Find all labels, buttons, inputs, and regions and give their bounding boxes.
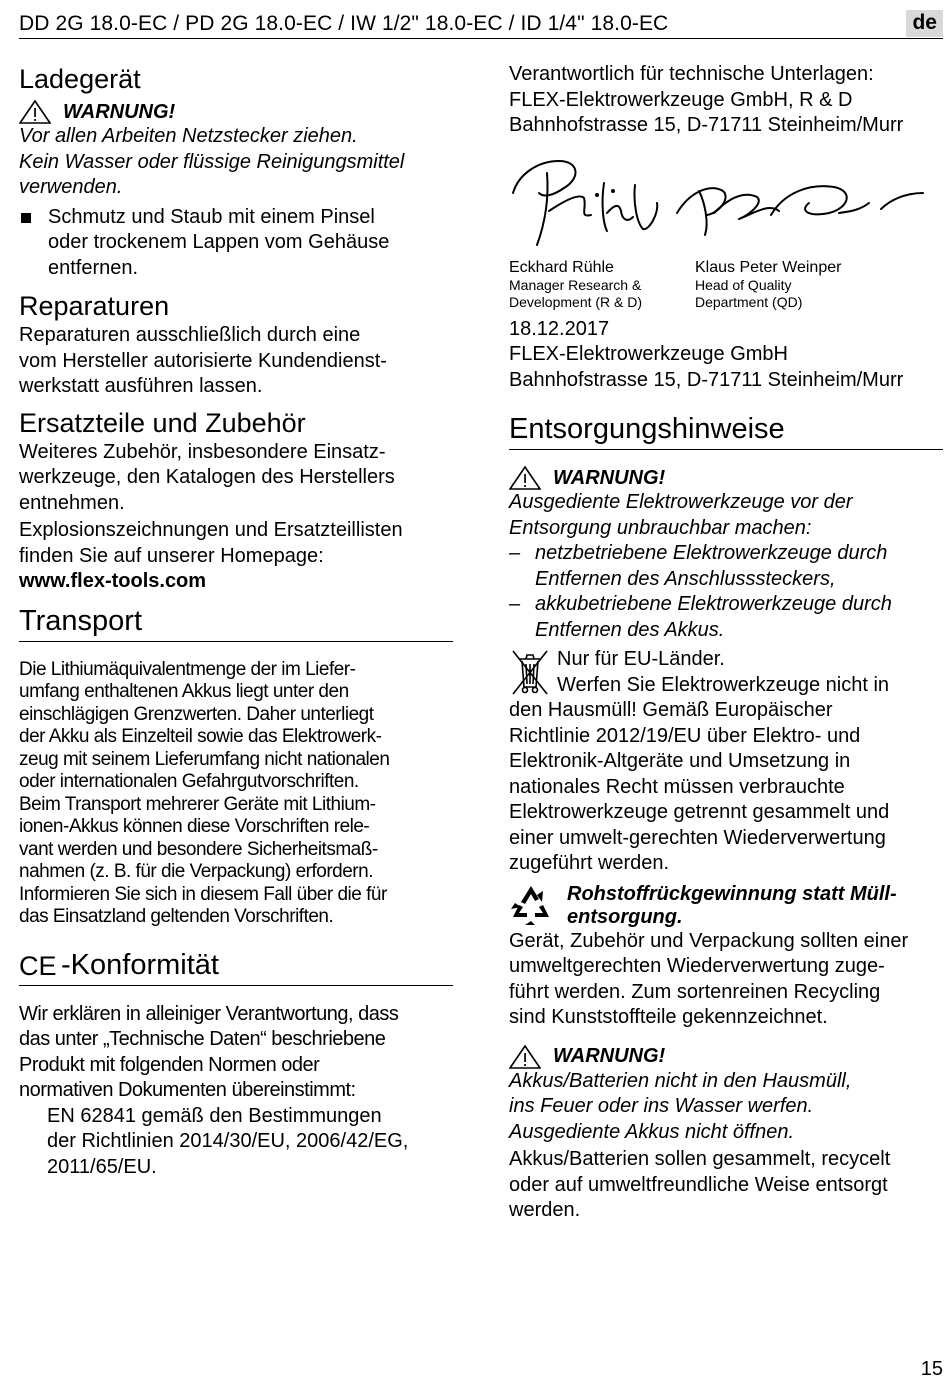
heading-reparaturen: Reparaturen [19, 291, 170, 321]
handwritten-signatures [509, 153, 943, 258]
heading-ladegeraet: Ladegerät [19, 64, 141, 94]
warning-label: WARNUNG! [553, 466, 666, 489]
recycling-icon [509, 883, 553, 927]
right-column [509, 62, 943, 1224]
text-line: Rohstoffrückgewinnung statt Müll- [567, 882, 897, 905]
bullet-item [19, 205, 453, 282]
text-line: Schmutz und Staub mit einem Pinsel [48, 205, 375, 228]
language-badge: de [906, 10, 943, 37]
signatory-role: Head of Quality [695, 276, 792, 293]
text-line: werkzeuge, den Katalogen des Herstellers [19, 466, 395, 488]
text-line: oder auf umweltfreundliche Weise entsorgt [509, 1173, 888, 1196]
text-line: das unter „Technische Daten“ beschriebene [19, 1028, 386, 1050]
warning-triangle-icon [19, 100, 51, 124]
warning-text [509, 490, 943, 643]
recycling-heading [567, 883, 897, 929]
text-line: netzbetriebene Elektrowerkzeuge durch [535, 542, 888, 564]
text-line: entsorgung. [567, 905, 683, 928]
text-line: entfernen. [48, 256, 139, 279]
text-line: der Akku als Einzelteil sowie das Elektrowerk- [19, 726, 382, 747]
text-line: Elektronik-Altgeräte und Umsetzung in [509, 750, 851, 772]
text-line: Verantwortlich für technische Unterlagen: [509, 63, 874, 85]
ce-mark-icon [19, 951, 59, 979]
text-line: nationales Recht müssen verbrauchte [509, 775, 845, 798]
text-line: finden Sie auf unserer Homepage: [19, 544, 324, 567]
bullet-square-icon [21, 213, 31, 223]
warning-triangle-icon [509, 466, 541, 490]
signatory-role: Manager Research & [509, 276, 642, 293]
text-line: Bahnhofstrasse 15, D-71711 Steinheim/Murr [509, 368, 904, 391]
text-line: Nur für EU-Länder. [557, 648, 725, 670]
signatory-1 [509, 258, 695, 311]
heading-ersatzteile: Ersatzteile und Zubehör [19, 407, 306, 438]
warning-label: WARNUNG! [553, 1045, 666, 1067]
text-line: der Richtlinien 2014/30/EU, 2006/42/EG, [47, 1130, 409, 1152]
recycling-text [509, 929, 943, 1031]
text-line: Gerät, Zubehör und Verpackung sollten einer [509, 929, 909, 952]
text-line: Beim Transport mehrerer Geräte mit Lithium- [19, 793, 376, 815]
dash-symbol: – [509, 542, 521, 564]
warning-heading [509, 1045, 943, 1069]
warning-triangle-icon [509, 1045, 541, 1069]
eu-block [509, 647, 943, 877]
konformitaet-text [19, 1002, 453, 1104]
svg-text:CE: CE [19, 950, 57, 979]
left-column [19, 62, 453, 1180]
text-line: das Einsatzland geltenden Vorschriften. [19, 906, 334, 927]
signatures [509, 153, 943, 258]
warning-text [19, 124, 453, 201]
text-line: Die Lithiumäquivalentmenge der im Liefer- [19, 658, 356, 680]
ersatzteile-text [19, 440, 453, 595]
warning-heading [19, 100, 453, 124]
text-line: Produkt mit folgenden Normen oder [19, 1053, 320, 1076]
transport-text [19, 659, 453, 929]
text-line: Vor allen Arbeiten Netzstecker ziehen. [19, 125, 358, 147]
text-line: den Hausmüll! Gemäß Europäischer [509, 699, 833, 721]
text-line: oder internationalen Gefahrgutvorschriften. [19, 771, 359, 792]
recycling-row [509, 883, 943, 929]
text-line: entnehmen. [19, 491, 125, 514]
text-line: FLEX-Elektrowerkzeuge GmbH, R & D [509, 88, 853, 111]
text-line: Ausgediente Elektrowerkzeuge vor der [509, 491, 853, 513]
text-line: Elektrowerkzeuge getrennt gesammelt und [509, 801, 890, 823]
warning-text [509, 1069, 943, 1146]
heading-transport: Transport [19, 603, 453, 642]
heading-entsorgung: Entsorgungshinweise [509, 411, 943, 450]
header-title: DD 2G 18.0-EC / PD 2G 18.0-EC / IW 1/2" 18.0-EC / ID 1/4" 18.0-EC [19, 12, 669, 35]
date-company-block [509, 317, 943, 394]
text-line: normativen Dokumenten übereinstimmt: [19, 1079, 356, 1101]
date: 18.12.2017 [509, 317, 610, 340]
signatory-role: Department (QD) [695, 293, 803, 310]
text-line: ionen-Akkus können diese Vorschriften rele- [19, 816, 370, 837]
text-line: einer umwelt-gerechten Wiederverwertung [509, 826, 886, 849]
text-line: Wir erklären in alleiniger Verantwortung, dass [19, 1002, 399, 1025]
text-line: FLEX-Elektrowerkzeuge GmbH [509, 343, 788, 365]
text-line: werden. [509, 1199, 581, 1221]
text-line: 2011/65/EU. [47, 1155, 157, 1178]
text-line: werkstatt ausführen lassen. [19, 375, 263, 397]
signatory-role: Development (R & D) [509, 293, 643, 310]
reparaturen-text [19, 323, 453, 400]
text-line: oder trockenem Lappen vom Gehäuse [48, 231, 390, 253]
text-line: Kein Wasser oder flüssige Reinigungsmittel [19, 150, 405, 173]
text-line: zugeführt werden. [509, 852, 670, 874]
dash-symbol: – [509, 593, 521, 615]
text-line: Reparaturen ausschließlich durch eine [19, 324, 361, 346]
signatory-name: Klaus Peter Weinper [695, 258, 842, 276]
text-line: Ausgediente Akkus nicht öffnen. [509, 1120, 794, 1143]
heading-text: -Konformität [61, 948, 219, 981]
konformitaet-norms [19, 1104, 453, 1181]
text-line: Weiteres Zubehör, insbesondere Einsatz- [19, 440, 386, 463]
battery-text [509, 1147, 943, 1224]
text-line: umweltgerechten Wiederverwertung zuge- [509, 955, 885, 977]
text-line: Werfen Sie Elektrowerkzeuge nicht in [557, 673, 890, 696]
text-line: Entfernen des Anschlusssteckers, [535, 567, 836, 590]
signatory-2 [695, 258, 935, 311]
homepage-link[interactable]: www.flex-tools.com [19, 570, 207, 592]
text-line: sind Kunststoffteile gekennzeichnet. [509, 1006, 828, 1028]
dash-item [509, 541, 943, 592]
text-line: zeug mit seinem Lieferumfang nicht nationalen [19, 748, 390, 770]
text-line: Entsorgung unbrauchbar machen: [509, 516, 812, 539]
warning-label: WARNUNG! [63, 100, 176, 123]
text-line: Akkus/Batterien nicht in den Hausmüll, [509, 1069, 852, 1092]
text-line: akkubetriebene Elektrowerkzeuge durch [535, 593, 892, 615]
eu-icon-row [509, 647, 943, 698]
text-line: nahmen (z. B. für die Verpackung) erfordern. [19, 861, 373, 882]
text-line: Explosionszeichnungen und Ersatzteillisten [19, 519, 403, 541]
text-line: vom Hersteller autorisierte Kundendienst- [19, 349, 387, 372]
responsible-block [509, 62, 943, 139]
text-line: Informieren Sie sich in diesem Fall über die für [19, 883, 387, 905]
signatory-name: Eckhard Rühle [509, 258, 614, 276]
text-line: umfang enthaltenen Akkus liegt unter den [19, 681, 349, 702]
text-line: EN 62841 gemäß den Bestimmungen [47, 1104, 382, 1127]
text-line: führt werden. Zum sortenreinen Recycling [509, 980, 881, 1003]
warning-heading [509, 466, 943, 490]
page-number: 15 [920, 1358, 943, 1380]
text-line: Bahnhofstrasse 15, D-71711 Steinheim/Murr [509, 114, 904, 136]
text-line: Richtlinie 2012/19/EU über Elektro- und [509, 724, 861, 747]
text-line: verwenden. [19, 176, 123, 198]
text-line: vant werden und besondere Sicherheitsmaß- [19, 838, 378, 860]
text-line: Entfernen des Akkus. [535, 618, 725, 641]
page-header [19, 8, 943, 39]
text-line: einschlägigen Grenzwerten. Daher unterliegt [19, 703, 374, 725]
dash-item [509, 592, 943, 643]
signatory-names [509, 258, 943, 311]
text-line: ins Feuer oder ins Wasser werfen. [509, 1095, 814, 1117]
crossed-bin-icon [509, 647, 551, 697]
heading-konformitaet [19, 947, 453, 986]
text-line: Akkus/Batterien sollen gesammelt, recycelt [509, 1148, 891, 1170]
